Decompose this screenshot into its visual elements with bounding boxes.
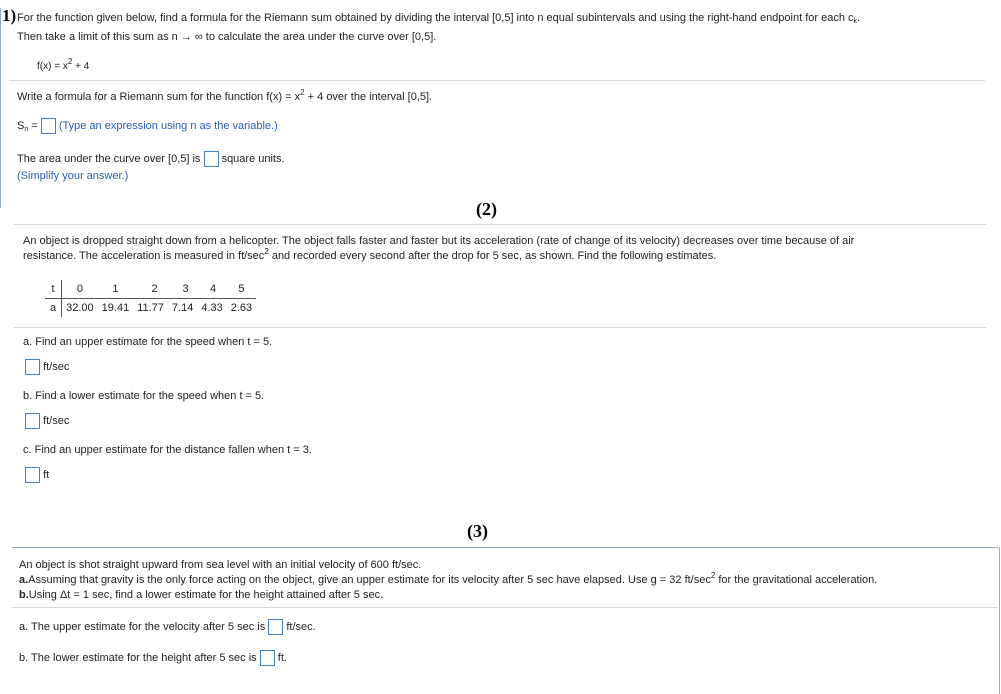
area-hint: (Simplify your answer.) xyxy=(17,170,129,182)
t-cell: 1 xyxy=(98,280,134,299)
problem-1-intro-line-1: For the function given below, find a formula for the Riemann sum obtained by dividing the interval [0,5] into n equal subintervals and using the right-hand endpoint for each $c_k$. xyxy=(17,12,861,25)
answer-2a-row: ft/sec xyxy=(25,359,69,375)
divider xyxy=(12,547,998,548)
problem-2-text-line-1: An object is dropped straight down from a helicopter. The object falls faster and faster but its acceleration (rate of change of its velocity) decreases over time because of air xyxy=(23,235,855,247)
a-cell: 2.63 xyxy=(230,302,253,314)
answer-2b-input[interactable] xyxy=(25,413,40,429)
a-cell: 4.33 xyxy=(201,302,223,314)
divider xyxy=(14,224,986,225)
t-cell: 3 xyxy=(168,280,197,299)
answer-3b-input[interactable] xyxy=(260,650,275,666)
answer-2c-input[interactable] xyxy=(25,467,40,483)
table-row xyxy=(45,280,256,299)
problem-1-function: $f(x) = x^2 + 4$ xyxy=(37,57,90,72)
problem-3-text-line-1: An object is shot straight upward from sea level with an initial velocity of 600 ft/sec. xyxy=(19,559,422,571)
divider xyxy=(14,327,986,328)
divider xyxy=(12,607,998,608)
a-cell: 7.14 xyxy=(171,302,194,314)
sn-answer-row xyxy=(17,118,278,134)
sn-answer-input[interactable] xyxy=(41,118,56,134)
answer-2b-row: ft/sec xyxy=(25,413,69,429)
t-cell: 0 xyxy=(62,280,98,299)
answer-3b-row: b. The lower estimate for the height after 5 sec is ft. xyxy=(19,650,287,666)
t-cell: 2 xyxy=(133,280,168,299)
question-2c: c. Find an upper estimate for the distance fallen when t = 3. xyxy=(23,444,312,456)
t-cell: 5 xyxy=(227,280,256,299)
t-cell: 4 xyxy=(197,280,226,299)
problem-1-number: 1) xyxy=(2,6,17,25)
sn-hint: (Type an expression using n as the variable.) xyxy=(58,119,278,132)
problem-3-text-line-2: a.Assuming that gravity is the only force acting on the object, give an upper estimate for its velocity after 5 sec have elapsed. Use g = 32 $ft/\sec^2$ for the gravitational acceleration. xyxy=(19,571,878,586)
problem-1-intro-line-2: Then take a limit of this sum as n → ∞ to calculate the area under the curve over [0,5]. xyxy=(17,31,437,43)
sn-label: $S_n$ = xyxy=(17,119,38,133)
divider xyxy=(9,80,985,81)
question-2a: a. Find an upper estimate for the speed when t = 5. xyxy=(23,336,273,348)
problem-2-heading: (2) xyxy=(476,199,497,219)
table-row xyxy=(45,299,256,318)
problem-3-text-line-3: b.Using Δt = 1 sec, find a lower estimate for the height attained after 5 sec. xyxy=(19,589,384,601)
problem-1-left-border xyxy=(0,8,1,208)
question-2b: b. Find a lower estimate for the speed when t = 5. xyxy=(23,390,265,402)
area-answer-input[interactable] xyxy=(204,151,219,167)
acceleration-table xyxy=(45,280,256,317)
riemann-sum-question: Write a formula for a Riemann sum for the function $f(x) = x^2 + 4$ over the interval [0,5]. xyxy=(17,88,433,103)
problem-3-heading: (3) xyxy=(467,521,488,541)
a-cell: 32.00 xyxy=(66,302,94,314)
a-cell: 19.41 xyxy=(101,302,130,314)
t-header: t xyxy=(45,280,62,299)
answer-3a-row: a. The upper estimate for the velocity after 5 sec is ft/sec. xyxy=(19,619,316,635)
answer-2a-input[interactable] xyxy=(25,359,40,375)
answer-3a-input[interactable] xyxy=(268,619,283,635)
problem-2-text-line-2: resistance. The acceleration is measured in $ft/\sec^2$ and recorded every second after the drop for 5 sec, as shown. Find the following estimates. xyxy=(23,247,717,262)
a-header: a xyxy=(45,299,62,318)
answer-2c-row: ft xyxy=(25,467,49,483)
area-answer-row: The area under the curve over [0,5] is square units. xyxy=(17,151,285,167)
a-cell: 11.77 xyxy=(137,302,164,314)
problem-3-right-border xyxy=(999,547,1000,694)
